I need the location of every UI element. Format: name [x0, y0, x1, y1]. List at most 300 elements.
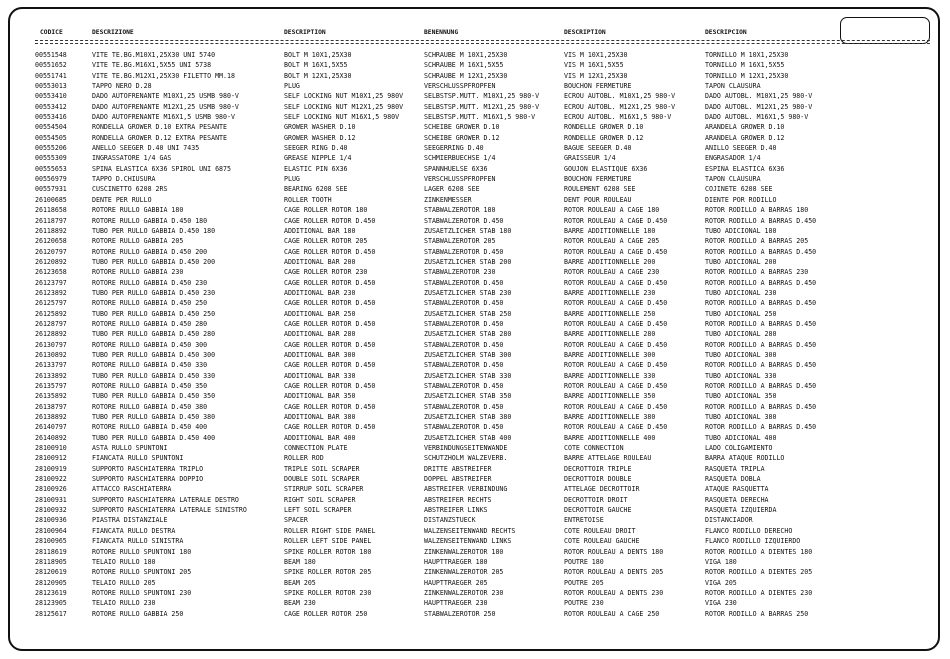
cell-benennung-de: ZINKENMESSER — [424, 195, 472, 204]
cell-descripcion-es: TUBO ADICIONAL 280 — [705, 330, 777, 339]
header-benennung: BENENNUNG — [424, 29, 459, 36]
cell-benennung-de: ZUSAETZLICHER STAB 350 — [424, 392, 512, 401]
table-row — [0, 236, 950, 246]
cell-descripcion-es: DADO AUTOBL. M16X1,5 980-V — [705, 113, 809, 122]
cell-description-fr: ECROU AUTOBL. M16X1,5 980-V — [564, 113, 672, 122]
cell-benennung-de: SCHUTZHOLM WALZEVERB. — [424, 454, 508, 463]
table-row — [0, 505, 950, 515]
cell-descripcion-es: ROTOR RODILLO A BARRAS 250 — [705, 609, 809, 618]
cell-description-en: ROLLER LEFT SIDE PANEL — [284, 537, 372, 546]
cell-description-fr: BARRE ADDITIONNELLE 180 — [564, 226, 656, 235]
cell-descripcion-es: TORNILLO M 10X1,25X30 — [705, 51, 789, 59]
table-row — [0, 112, 950, 122]
cell-descripcion-es: ROTOR RODILLO A BARRAS D.450 — [705, 382, 817, 390]
cell-benennung-de: WALZENSEITENWAND LINKS — [424, 537, 512, 546]
cell-descripcion-es: ROTOR RODILLO A DIENTES 230 — [705, 588, 813, 597]
cell-description-it: SUPPORTO RASCHIATERRA LATERALE DESTRO — [92, 495, 239, 504]
cell-description-en: SPACER — [284, 516, 308, 525]
cell-description-it: TUBO PER RULLO GABBIA D.450 280 — [92, 330, 216, 339]
cell-description-fr: ROTOR ROULEAU A CAGE D.450 — [564, 340, 668, 349]
cell-description-en: ROLLER TOOTH — [284, 195, 332, 204]
cell-descripcion-es: TORNILLO M 12X1,25X30 — [705, 71, 789, 80]
cell-description-fr: BARRE ADDITIONNELLE 200 — [564, 257, 656, 266]
cell-description-en: BEARING 6208 SEE — [284, 185, 348, 194]
cell-description-it: RONDELLA GROWER D.10 EXTRA PESANTE — [92, 123, 227, 132]
cell-benennung-de: SPANNHUELSE 6X36 — [424, 164, 488, 173]
table-row — [0, 184, 950, 194]
cell-description-fr: BARRE ADDITIONNELLE 350 — [564, 392, 656, 401]
cell-description-en: CAGE ROLLER ROTOR D.450 — [284, 361, 376, 370]
table-row — [0, 216, 950, 226]
table-row — [0, 205, 950, 215]
cell-description-it: TAPPO NERO D.28 — [92, 82, 152, 91]
cell-description-fr: BOUCHON FERMETURE — [564, 175, 632, 184]
cell-description-it: ANELLO SEEGER D.40 UNI 7435 — [92, 144, 200, 153]
table-row — [0, 247, 950, 257]
cell-description-fr: ROULEMENT 6208 SEE — [564, 185, 636, 194]
table-row — [0, 588, 950, 598]
cell-code: 26140797 — [35, 423, 67, 432]
cell-description-en: CAGE ROLLER ROTOR D.450 — [284, 423, 376, 432]
cell-descripcion-es: TUBO ADICIONAL 200 — [705, 257, 777, 266]
table-row — [0, 536, 950, 546]
cell-description-en: ADDITIONAL BAR 200 — [284, 257, 356, 266]
table-row — [0, 578, 950, 588]
cell-description-fr: ROTOR ROULEAU A DENTS 180 — [564, 547, 664, 556]
cell-code: 28100965 — [35, 537, 67, 546]
cell-description-fr: ATTELAGE DECROTTOIR — [564, 485, 640, 494]
cell-description-en: CAGE ROLLER ROTOR D.450 — [284, 299, 376, 308]
cell-descripcion-es: ROTOR RODILLO A BARRAS D.450 — [705, 361, 817, 370]
cell-description-en: ROLLER RIGHT SIDE PANEL — [284, 526, 376, 535]
cell-description-fr: ROTOR ROULEAU A CAGE 180 — [564, 206, 660, 215]
cell-description-it: SUPPORTO RASCHIATERRA DOPPIO — [92, 475, 204, 484]
cell-description-fr: GOUJON ELASTIQUE 6X36 — [564, 164, 648, 173]
cell-code: 28100964 — [35, 526, 67, 535]
table-row — [0, 402, 950, 412]
cell-description-en: CAGE ROLLER ROTOR 230 — [284, 268, 368, 277]
cell-benennung-de: SCHEIBE GROWER D.12 — [424, 133, 500, 142]
cell-benennung-de: STABWALZEROTOR D.450 — [424, 278, 504, 287]
cell-code: 28118619 — [35, 547, 67, 556]
cell-description-en: BOLT M 12X1,25X30 — [284, 71, 352, 80]
table-row — [0, 91, 950, 101]
cell-description-en: TRIPLE SOIL SCRAPER — [284, 464, 360, 473]
cell-benennung-de: HAUPTTRAEGER 205 — [424, 578, 488, 587]
cell-description-fr: VIS M 12X1,25X30 — [564, 71, 628, 80]
cell-descripcion-es: ROTOR RODILLO A BARRAS D.450 — [705, 216, 817, 225]
table-row — [0, 412, 950, 422]
cell-code: 26140892 — [35, 433, 67, 442]
cell-descripcion-es: RASQUETA DERECHA — [705, 495, 769, 504]
table-row — [0, 557, 950, 567]
header-rule-bottom — [35, 43, 930, 44]
cell-description-fr: BARRE ADDITIONNELLE 400 — [564, 433, 656, 442]
cell-description-en: SELF LOCKING NUT M10X1,25 980V — [284, 92, 404, 101]
cell-descripcion-es: ROTOR RODILLO A BARRAS D.450 — [705, 319, 817, 328]
cell-benennung-de: STABWALZEROTOR 180 — [424, 206, 496, 215]
cell-description-fr: DECROTTOIR DOUBLE — [564, 475, 632, 484]
table-row — [0, 143, 950, 153]
cell-descripcion-es: ROTOR RODILLO A BARRAS D.450 — [705, 423, 817, 432]
cell-description-en: STIRRUP SOIL SCRAPER — [284, 485, 364, 494]
table-row — [0, 257, 950, 267]
cell-descripcion-es: ROTOR RODILLO A BARRAS D.450 — [705, 278, 817, 287]
cell-code: 26138892 — [35, 413, 67, 422]
table-row — [0, 164, 950, 174]
table-row — [0, 547, 950, 557]
table-row — [0, 278, 950, 288]
cell-benennung-de: ZINKENWALZEROTOR 205 — [424, 568, 504, 577]
cell-description-it: ROTORE RULLO GABBIA 205 — [92, 237, 184, 246]
cell-description-it: INGRASSATORE 1/4 GAS — [92, 154, 172, 163]
cell-benennung-de: SCHRAUBE M 16X1,5X55 — [424, 61, 504, 70]
cell-benennung-de: ABSTREIFER RECHTS — [424, 495, 492, 504]
cell-descripcion-es: TUBO ADICIONAL 330 — [705, 371, 777, 380]
cell-description-en: BEAM 205 — [284, 578, 316, 587]
cell-descripcion-es: FLANCO RODILLO DERECHO — [705, 526, 793, 535]
cell-description-it: TUBO PER RULLO GABBIA D.450 230 — [92, 288, 216, 297]
cell-code: 26133797 — [35, 361, 67, 370]
cell-code: 28125617 — [35, 609, 67, 618]
cell-code: 00555309 — [35, 154, 67, 163]
cell-description-fr: POUTRE 180 — [564, 557, 604, 566]
cell-description-it: DENTE PER RULLO — [92, 195, 152, 204]
cell-benennung-de: WALZENSEITENWAND RECHTS — [424, 526, 516, 535]
cell-description-fr: ECROU AUTOBL. M10X1,25 980-V — [564, 92, 676, 101]
table-row — [0, 443, 950, 453]
cell-benennung-de: ZUSAETZLICHER STAB 280 — [424, 330, 512, 339]
cell-benennung-de: ZUSAETZLICHER STAB 180 — [424, 226, 512, 235]
cell-description-it: ROTORE RULLO SPUNTONI 205 — [92, 568, 192, 577]
cell-description-it: TUBO PER RULLO GABBIA D.450 350 — [92, 392, 216, 401]
header-descripcion: DESCRIPCION — [705, 29, 747, 36]
table-row — [0, 71, 950, 81]
table-row — [0, 340, 950, 350]
cell-code: 28123619 — [35, 588, 67, 597]
cell-description-it: SUPPORTO RASCHIATERRA TRIPLO — [92, 464, 204, 473]
cell-benennung-de: ZUSAETZLICHER STAB 330 — [424, 371, 512, 380]
cell-description-it: CUSCINETTO 6208 2RS — [92, 185, 168, 194]
cell-description-en: SPIKE ROLLER ROTOR 180 — [284, 547, 372, 556]
cell-benennung-de: STABWALZEROTOR 250 — [424, 609, 496, 618]
table-row — [0, 122, 950, 132]
header-description-en: DESCRIPTION — [284, 29, 326, 36]
cell-description-fr: BARRE ADDITIONNELLE 280 — [564, 330, 656, 339]
cell-code: 28100910 — [35, 444, 67, 453]
cell-description-en: ADDITIONAL BAR 400 — [284, 433, 356, 442]
cell-descripcion-es: FLANCO RODILLO IZQUIERDO — [705, 537, 801, 546]
cell-description-en: CAGE ROLLER ROTOR D.450 — [284, 319, 376, 328]
cell-descripcion-es: ROTOR RODILLO A BARRAS D.450 — [705, 340, 817, 349]
cell-description-en: ADDITIONAL BAR 280 — [284, 330, 356, 339]
cell-description-en: CAGE ROLLER ROTOR D.450 — [284, 247, 376, 256]
cell-benennung-de: SEEGERRING D.40 — [424, 144, 484, 153]
cell-code: 26120658 — [35, 237, 67, 246]
cell-descripcion-es: ROTOR RODILLO A BARRAS D.450 — [705, 402, 817, 411]
cell-description-en: GREASE NIPPLE 1/4 — [284, 154, 352, 163]
cell-benennung-de: SCHRAUBE M 12X1,25X30 — [424, 71, 508, 80]
cell-descripcion-es: DISTANCIADOR — [705, 516, 753, 525]
cell-benennung-de: ZUSAETZLICHER STAB 300 — [424, 350, 512, 359]
table-row — [0, 474, 950, 484]
cell-benennung-de: DISTANZSTUECK — [424, 516, 476, 525]
cell-description-it: SPINA ELASTICA 6X36 SPIROL UNI 6875 — [92, 164, 231, 173]
cell-code: 00555653 — [35, 164, 67, 173]
cell-descripcion-es: DADO AUTOBL. M10X1,25 980-V — [705, 92, 813, 101]
cell-description-en: ADDITIONAL BAR 180 — [284, 226, 356, 235]
cell-code: 00556979 — [35, 175, 67, 184]
cell-code: 28118905 — [35, 557, 67, 566]
cell-descripcion-es: TUBO ADICIONAL 380 — [705, 413, 777, 422]
table-row — [0, 609, 950, 619]
cell-description-en: DOUBLE SOIL SCRAPER — [284, 475, 360, 484]
table-row — [0, 102, 950, 112]
cell-description-fr: COTE CONNECTION — [564, 444, 624, 453]
cell-description-it: SUPPORTO RASCHIATERRA LATERALE SINISTRO — [92, 506, 247, 515]
cell-code: 26135892 — [35, 392, 67, 401]
cell-descripcion-es: ARANDELA GROWER D.12 — [705, 133, 785, 142]
cell-description-fr: ROTOR ROULEAU A CAGE 230 — [564, 268, 660, 277]
cell-benennung-de: STABWALZEROTOR D.450 — [424, 299, 504, 308]
cell-benennung-de: ZINKENWALZEROTOR 230 — [424, 588, 504, 597]
cell-code: 26123658 — [35, 268, 67, 277]
cell-description-fr: ROTOR ROULEAU A CAGE D.450 — [564, 278, 668, 287]
cell-descripcion-es: TUBO ADICIONAL 230 — [705, 288, 777, 297]
cell-descripcion-es: ROTOR RODILLO A DIENTES 180 — [705, 547, 813, 556]
cell-description-en: ELASTIC PIN 6X36 — [284, 164, 348, 173]
cell-description-fr: BARRE ADDITIONNELLE 380 — [564, 413, 656, 422]
cell-descripcion-es: ANILLO SEEGER D.40 — [705, 144, 777, 153]
cell-code: 28100931 — [35, 495, 67, 504]
table-row — [0, 174, 950, 184]
cell-description-fr: ENTRETOISE — [564, 516, 604, 525]
cell-descripcion-es: ROTOR RODILLO A BARRAS 230 — [705, 268, 809, 277]
cell-descripcion-es: BARRA ATAQUE RODILLO — [705, 454, 785, 463]
cell-description-fr: ROTOR ROULEAU A CAGE D.450 — [564, 299, 668, 308]
table-row — [0, 360, 950, 370]
table-row — [0, 329, 950, 339]
cell-benennung-de: ABSTREIFER LINKS — [424, 506, 488, 515]
table-row — [0, 81, 950, 91]
cell-description-en: CONNECTION PLATE — [284, 444, 348, 453]
table-row — [0, 153, 950, 163]
cell-code: 26123892 — [35, 288, 67, 297]
cell-description-it: ROTORE RULLO GABBIA 250 — [92, 609, 184, 618]
parts-table — [0, 50, 950, 619]
cell-description-en: SEEGER RING D.40 — [284, 144, 348, 153]
cell-description-fr: RONDELLE GROWER D.10 — [564, 123, 644, 132]
cell-benennung-de: SELBSTSP.MUTT. M16X1,5 980-V — [424, 113, 536, 122]
cell-description-fr: BARRE ATTELAGE ROULEAU — [564, 454, 652, 463]
cell-benennung-de: STABWALZEROTOR D.450 — [424, 423, 504, 432]
cell-description-it: ROTORE RULLO GABBIA D.450 330 — [92, 361, 208, 370]
cell-descripcion-es: TUBO ADICIONAL 180 — [705, 226, 777, 235]
cell-benennung-de: DRITTE ABSTREIFER — [424, 464, 492, 473]
cell-descripcion-es: LADO COLIGAMIENTO — [705, 444, 773, 453]
cell-code: 00553416 — [35, 113, 67, 122]
cell-description-fr: ROTOR ROULEAU A CAGE D.450 — [564, 361, 668, 370]
cell-description-fr: BARRE ADDITIONNELLE 250 — [564, 309, 656, 318]
cell-description-it: ATTACCO RASCHIATERRA — [92, 485, 172, 494]
cell-descripcion-es: DADO AUTOBL. M12X1,25 980-V — [705, 102, 813, 111]
cell-description-en: SELF LOCKING NUT M12X1,25 980V — [284, 102, 404, 111]
cell-benennung-de: HAUPTTRAEGER 180 — [424, 557, 488, 566]
cell-description-en: ADDITIONAL BAR 380 — [284, 413, 356, 422]
cell-description-it: TUBO PER RULLO GABBIA D.450 250 — [92, 309, 216, 318]
table-row — [0, 515, 950, 525]
cell-code: 28100912 — [35, 454, 67, 463]
cell-benennung-de: ABSTREIFER VERBINDUNG — [424, 485, 508, 494]
table-row — [0, 309, 950, 319]
cell-code: 28120905 — [35, 578, 67, 587]
cell-benennung-de: ZUSAETZLICHER STAB 250 — [424, 309, 512, 318]
cell-code: 28123905 — [35, 599, 67, 608]
cell-benennung-de: SCHRAUBE M 10X1,25X30 — [424, 51, 508, 59]
cell-benennung-de: STABWALZEROTOR D.450 — [424, 382, 504, 390]
cell-description-en: CAGE ROLLER ROTOR 180 — [284, 206, 368, 215]
cell-descripcion-es: VIGA 205 — [705, 578, 737, 587]
cell-description-en: SPIKE ROLLER ROTOR 230 — [284, 588, 372, 597]
table-header — [0, 29, 950, 39]
cell-description-it: FIANCATA RULLO DESTRA — [92, 526, 176, 535]
cell-descripcion-es: ROTOR RODILLO A BARRAS 205 — [705, 237, 809, 246]
cell-code: 28100932 — [35, 506, 67, 515]
table-row — [0, 226, 950, 236]
cell-description-it: ROTORE RULLO GABBIA D.450 350 — [92, 382, 208, 390]
cell-code: 26125892 — [35, 309, 67, 318]
cell-code: 28100922 — [35, 475, 67, 484]
cell-descripcion-es: ESPINA ELASTICA 6X36 — [705, 164, 785, 173]
cell-description-fr: DECROTTOIR TRIPLE — [564, 464, 632, 473]
table-row — [0, 298, 950, 308]
cell-description-fr: GRAISSEUR 1/4 — [564, 154, 616, 163]
header-descrizione: DESCRIZIONE — [92, 29, 134, 36]
cell-benennung-de: STABWALZEROTOR D.450 — [424, 340, 504, 349]
cell-code: 00554505 — [35, 133, 67, 142]
header-rule-top — [35, 40, 930, 41]
cell-description-it: ROTORE RULLO GABBIA D.450 200 — [92, 247, 208, 256]
cell-description-en: ADDITIONAL BAR 300 — [284, 350, 356, 359]
cell-description-it: ROTORE RULLO GABBIA D.450 380 — [92, 402, 208, 411]
cell-descripcion-es: ARANDELA GROWER D.10 — [705, 123, 785, 132]
cell-description-fr: BOUCHON FERMETURE — [564, 82, 632, 91]
cell-description-fr: BARRE ADDITIONNELLE 230 — [564, 288, 656, 297]
table-row — [0, 60, 950, 70]
cell-description-fr: RONDELLE GROWER D.12 — [564, 133, 644, 142]
cell-description-fr: COTE ROULEAU DROIT — [564, 526, 636, 535]
table-row — [0, 50, 950, 60]
cell-description-en: CAGE ROLLER ROTOR D.450 — [284, 382, 376, 390]
table-row — [0, 567, 950, 577]
cell-code: 26135797 — [35, 382, 67, 390]
cell-description-it: PIASTRA DISTANZIALE — [92, 516, 168, 525]
table-row — [0, 422, 950, 432]
table-row — [0, 391, 950, 401]
cell-benennung-de: VERSCHLUSSPFROPFEN — [424, 175, 496, 184]
cell-descripcion-es: ROTOR RODILLO A BARRAS D.450 — [705, 299, 817, 308]
cell-descripcion-es: TUBO ADICIONAL 350 — [705, 392, 777, 401]
cell-description-it: TUBO PER RULLO GABBIA D.450 300 — [92, 350, 216, 359]
cell-descripcion-es: RASQUETA TRIPLA — [705, 464, 765, 473]
cell-code: 00553410 — [35, 92, 67, 101]
cell-description-it: ASTA RULLO SPUNTONI — [92, 444, 168, 453]
cell-description-en: RIGHT SOIL SCRAPER — [284, 495, 356, 504]
table-row — [0, 453, 950, 463]
cell-description-it: TUBO PER RULLO GABBIA D.450 400 — [92, 433, 216, 442]
cell-code: 26128892 — [35, 330, 67, 339]
cell-code: 00551741 — [35, 71, 67, 80]
cell-code: 00554504 — [35, 123, 67, 132]
cell-description-en: ROLLER ROD — [284, 454, 324, 463]
cell-description-fr: VIS M 16X1,5X55 — [564, 61, 624, 70]
cell-description-it: TELAIO RULLO 230 — [92, 599, 156, 608]
cell-description-en: CAGE ROLLER ROTOR 205 — [284, 237, 368, 246]
cell-description-fr: DECROTTOIR DROIT — [564, 495, 628, 504]
cell-benennung-de: SCHMIERBUECHSE 1/4 — [424, 154, 496, 163]
table-row — [0, 598, 950, 608]
cell-description-en: SPIKE ROLLER ROTOR 205 — [284, 568, 372, 577]
cell-code: 00553013 — [35, 82, 67, 91]
cell-description-fr: VIS M 10X1,25X30 — [564, 51, 628, 59]
cell-code: 26130892 — [35, 350, 67, 359]
cell-descripcion-es: VIGA 180 — [705, 557, 737, 566]
cell-description-en: PLUG — [284, 82, 300, 91]
cell-benennung-de: ZUSAETZLICHER STAB 380 — [424, 413, 512, 422]
cell-code: 28100919 — [35, 464, 67, 473]
cell-benennung-de: SELBSTSP.MUTT. M12X1,25 980-V — [424, 102, 540, 111]
cell-code: 26130797 — [35, 340, 67, 349]
header-description-fr: DESCRIPTION — [564, 29, 606, 36]
cell-code: 26118658 — [35, 206, 67, 215]
cell-descripcion-es: TUBO ADICIONAL 250 — [705, 309, 777, 318]
cell-descripcion-es: RASQUETA IZQUIERDA — [705, 506, 777, 515]
cell-benennung-de: HAUPTTRAEGER 230 — [424, 599, 488, 608]
cell-benennung-de: ZINKENWALZEROTOR 180 — [424, 547, 504, 556]
cell-benennung-de: STABWALZEROTOR 205 — [424, 237, 496, 246]
cell-code: 00553412 — [35, 102, 67, 111]
cell-description-fr: ROTOR ROULEAU A CAGE 250 — [564, 609, 660, 618]
cell-descripcion-es: TAPON CLAUSURA — [705, 175, 761, 184]
cell-description-fr: ROTOR ROULEAU A CAGE D.450 — [564, 382, 668, 390]
cell-description-fr: DECROTTOIR GAUCHE — [564, 506, 632, 515]
cell-description-it: ROTORE RULLO GABBIA D.450 300 — [92, 340, 208, 349]
cell-code: 26120797 — [35, 247, 67, 256]
cell-description-fr: COTE ROULEAU GAUCHE — [564, 537, 640, 546]
cell-descripcion-es: TORNILLO M 16X1,5X55 — [705, 61, 785, 70]
cell-descripcion-es: TUBO ADICIONAL 300 — [705, 350, 777, 359]
cell-description-en: LEFT SOIL SCRAPER — [284, 506, 352, 515]
cell-benennung-de: STABWALZEROTOR D.450 — [424, 247, 504, 256]
cell-description-en: BOLT M 10X1,25X30 — [284, 51, 352, 59]
cell-code: 00557931 — [35, 185, 67, 194]
cell-description-en: CAGE ROLLER ROTOR D.450 — [284, 340, 376, 349]
cell-description-it: TUBO PER RULLO GABBIA D.450 200 — [92, 257, 216, 266]
cell-descripcion-es: TAPON CLAUSURA — [705, 82, 761, 91]
cell-descripcion-es: ROTOR RODILLO A BARRAS 180 — [705, 206, 809, 215]
table-row — [0, 350, 950, 360]
cell-description-it: ROTORE RULLO GABBIA D.450 180 — [92, 216, 208, 225]
cell-description-en: BEAM 180 — [284, 557, 316, 566]
cell-benennung-de: STABWALZEROTOR D.450 — [424, 361, 504, 370]
cell-benennung-de: SELBSTSP.MUTT. M10X1,25 980-V — [424, 92, 540, 101]
cell-description-fr: BARRE ADDITIONNELLE 300 — [564, 350, 656, 359]
cell-description-it: ROTORE RULLO GABBIA D.450 280 — [92, 319, 208, 328]
cell-description-it: FIANCATA RULLO SINISTRA — [92, 537, 184, 546]
cell-description-it: TELAIO RULLO 205 — [92, 578, 156, 587]
cell-descripcion-es: VIGA 230 — [705, 599, 737, 608]
cell-descripcion-es: ROTOR RODILLO A DIENTES 205 — [705, 568, 813, 577]
